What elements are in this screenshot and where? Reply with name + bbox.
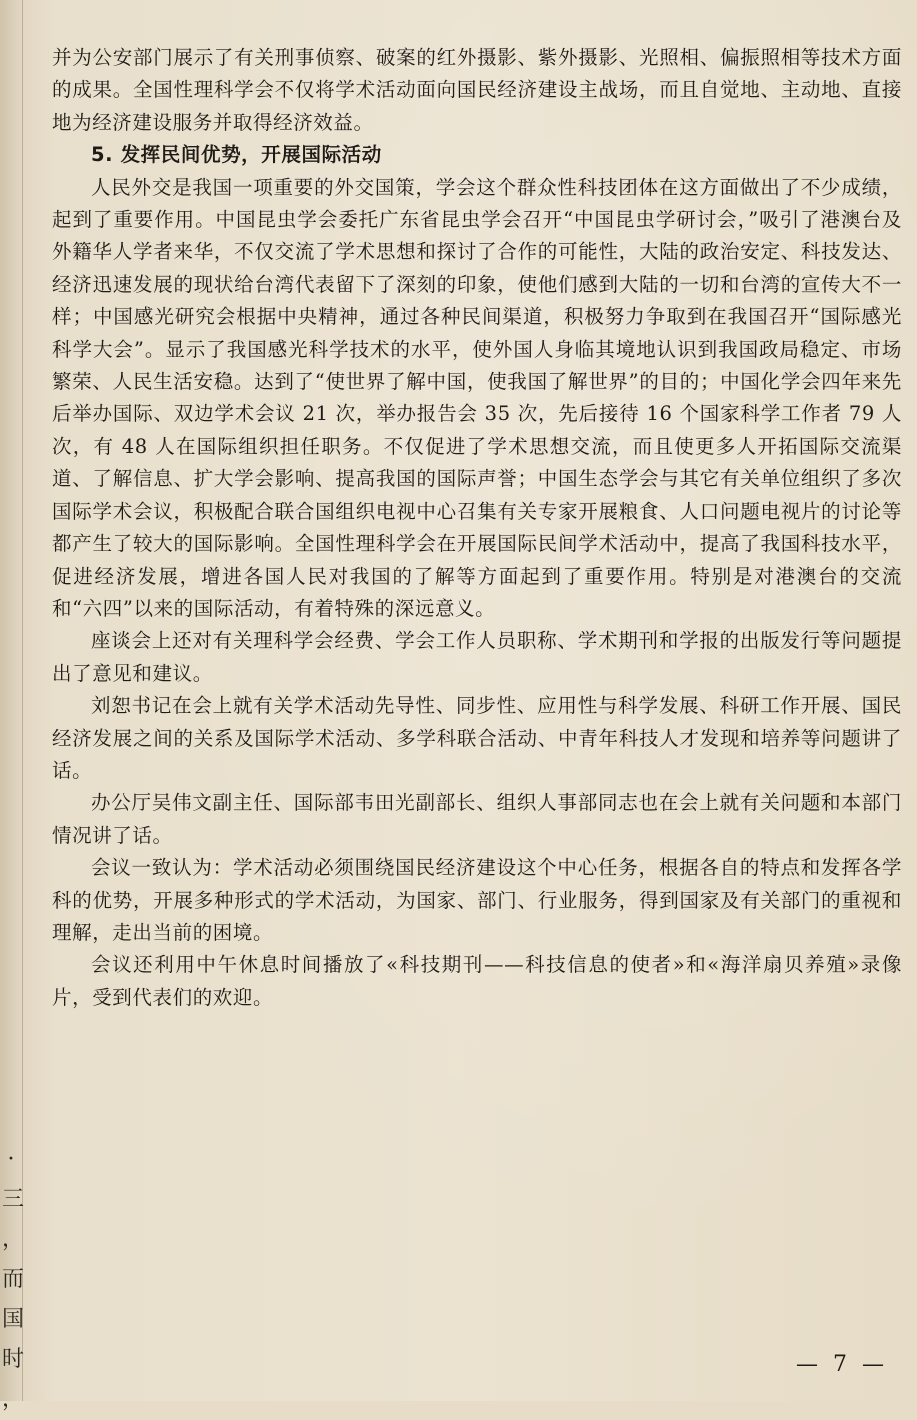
margin-char: ·: [7, 1147, 15, 1172]
paragraph-suggestions: 座谈会上还对有关理科学会经费、学会工作人员职称、学术期刊和学报的出版发行等问题提出了意见和建议。: [52, 629, 902, 685]
paragraph-international-activities: 人民外交是我国一项重要的外交国策，学会这个群众性科技团体在这方面做出了不少成绩，起到了重要作用。中国昆虫学会委托广东省昆虫学会召开“中国昆虫学研讨会，”吸引了港澳台及外籍华人学者来华，不仅交流了学术思想和探讨了合作的可能性，大陆的政治安定、科技发达、经济迅速发展的现状给台湾代表留下了深刻的印象，使他们感到大陆的一切和台湾的宣传大不一样；中国感光研究会根据中央精神，通过各种民间渠道，积极努力争取到在我国召开“国际感光科学大会”。显示了我国感光科学技术的水平，使外国人身临其境地认识到我国政局稳定、市场繁荣、人民生活安稳。达到了“使世界了解中国，使我国了解世界”的目的；中国化学会四年来先后举办国际、双边学术会议 21 次，举办报告会 35 次，先后接待 16 个国家科学工作者 79 人次，有 48 人在国际组织担任职务。不仅促进了学术思想交流，而且使更多人开拓国际交流渠道、了解信息、扩大学会影响、提高我国的国际声誉；中国生态学会与其它有关单位组织了多次国际学术会议，积极配合联合国组织电视中心召集有关专家开展粮食、人口问题电视片的讨论等都产生了较大的国际影响。全国性理科学会在开展国际民间学术活动中，提高了我国科技水平，促进经济发展，增进各国人民对我国的了解等方面起到了重要作用。特别是对港澳台的交流和“六四”以来的国际活动，有着特殊的深远意义。: [52, 175, 902, 620]
paragraph-continuation: 并为公安部门展示了有关刑事侦察、破案的红外摄影、紫外摄影、光照相、偏振照相等技术方面的成果。全国性理科学会不仅将学术活动面向国民经济建设主战场，而且自觉地、主动地、直接地为经济建设服务并取得经济效益。: [52, 46, 902, 134]
margin-char: 国: [2, 1307, 25, 1332]
page-number: — 7 —: [796, 1352, 888, 1377]
margin-char: 时: [2, 1347, 25, 1372]
margin-char: ，: [2, 1227, 25, 1252]
paragraph-office-speech: 办公厅吴伟文副主任、国际部韦田光副部长、组织人事部同志也在会上就有关问题和本部门情况讲了话。: [52, 791, 902, 847]
document-body: [52, 42, 902, 1014]
section-heading: 5. 发挥民间优势，开展国际活动: [91, 143, 382, 167]
paragraph-liu-speech: 刘恕书记在会上就有关学术活动先导性、同步性、应用性与科学发展、科研工作开展、国民经济发展之间的关系及国际学术活动、多学科联合活动、中青年科技人才发现和培养等问题讲了话。: [52, 694, 902, 782]
margin-text-fragments: [2, 1140, 25, 1420]
margin-char: 而: [2, 1267, 25, 1292]
paragraph-consensus: 会议一致认为：学术活动必须围绕国民经济建设这个中心任务，根据各自的特点和发挥各学科的优势，开展多种形式的学术活动，为国家、部门、行业服务，得到国家及有关部门的重视和理解，走出当前的困境。: [52, 856, 902, 944]
paragraph-video: 会议还利用中午休息时间播放了«科技期刊——科技信息的使者»和«海洋扇贝养殖»录像片，受到代表们的欢迎。: [52, 953, 902, 1009]
margin-char: 三: [2, 1187, 25, 1212]
margin-char: ，: [2, 1387, 25, 1412]
